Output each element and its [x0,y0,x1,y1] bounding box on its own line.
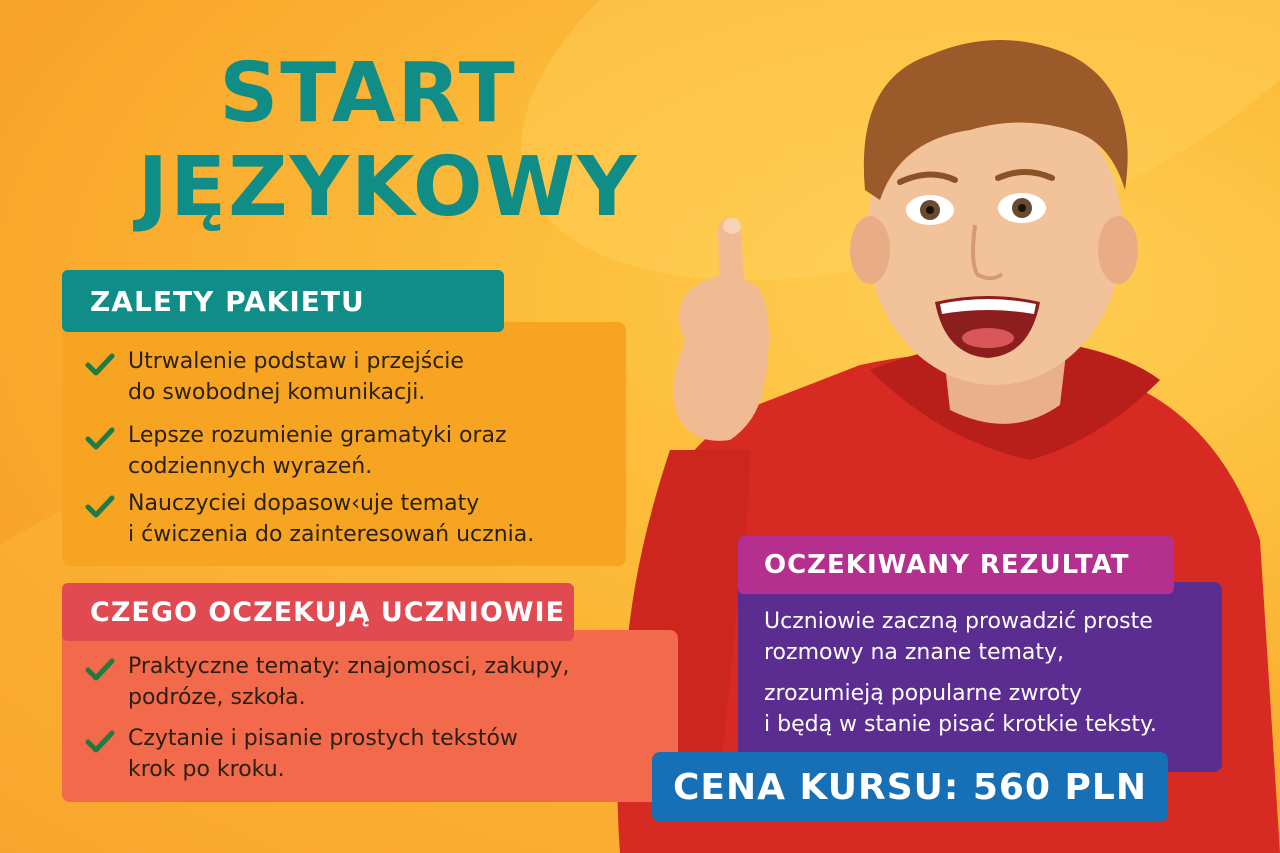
check-icon [84,490,116,522]
result-heading: OCZEKIWANY REZULTAT [738,536,1174,594]
advantage-item [84,420,507,482]
result-text-part1: Uczniowie zaczną prowadzić proste rozmowy na znane tematy, [764,609,1153,665]
expectation-item [84,723,518,785]
title-line-start: START [219,46,517,141]
result-text-part2: zrozumieją popularne zwroty i będą w stanie pisać krotkie teksty. [764,681,1157,737]
expectation-text: Czytanie i pisanie prostych tekstów krok po kroku. [128,726,518,782]
title-line-jezykowy: JĘZYKOWY [137,140,639,235]
check-icon [84,348,116,380]
advantage-text: Lepsze rozumienie gramatyki oraz codziennych wyrazeń. [128,423,507,479]
expectation-item [84,651,570,713]
advantage-text: Nauczyciei dopasow‹uje tematy i ćwiczenia do zainteresowań ucznia. [128,491,535,547]
advantage-item [84,346,464,408]
check-icon [84,422,116,454]
advantage-item [84,488,534,550]
expectation-text: Praktyczne tematy: znajomosci, zakupy, podróze, szkoła. [128,654,570,710]
check-icon [84,653,116,685]
check-icon [84,725,116,757]
expectations-heading: CZEGO OCZEKUJĄ UCZNIOWIE [62,583,574,641]
course-price-badge: CENA KURSU: 560 PLN [652,752,1168,822]
advantages-heading: ZALETY PAKIETU [62,270,504,332]
advantage-text: Utrwalenie podstaw i przejście do swobodnej komunikacji. [128,349,464,405]
